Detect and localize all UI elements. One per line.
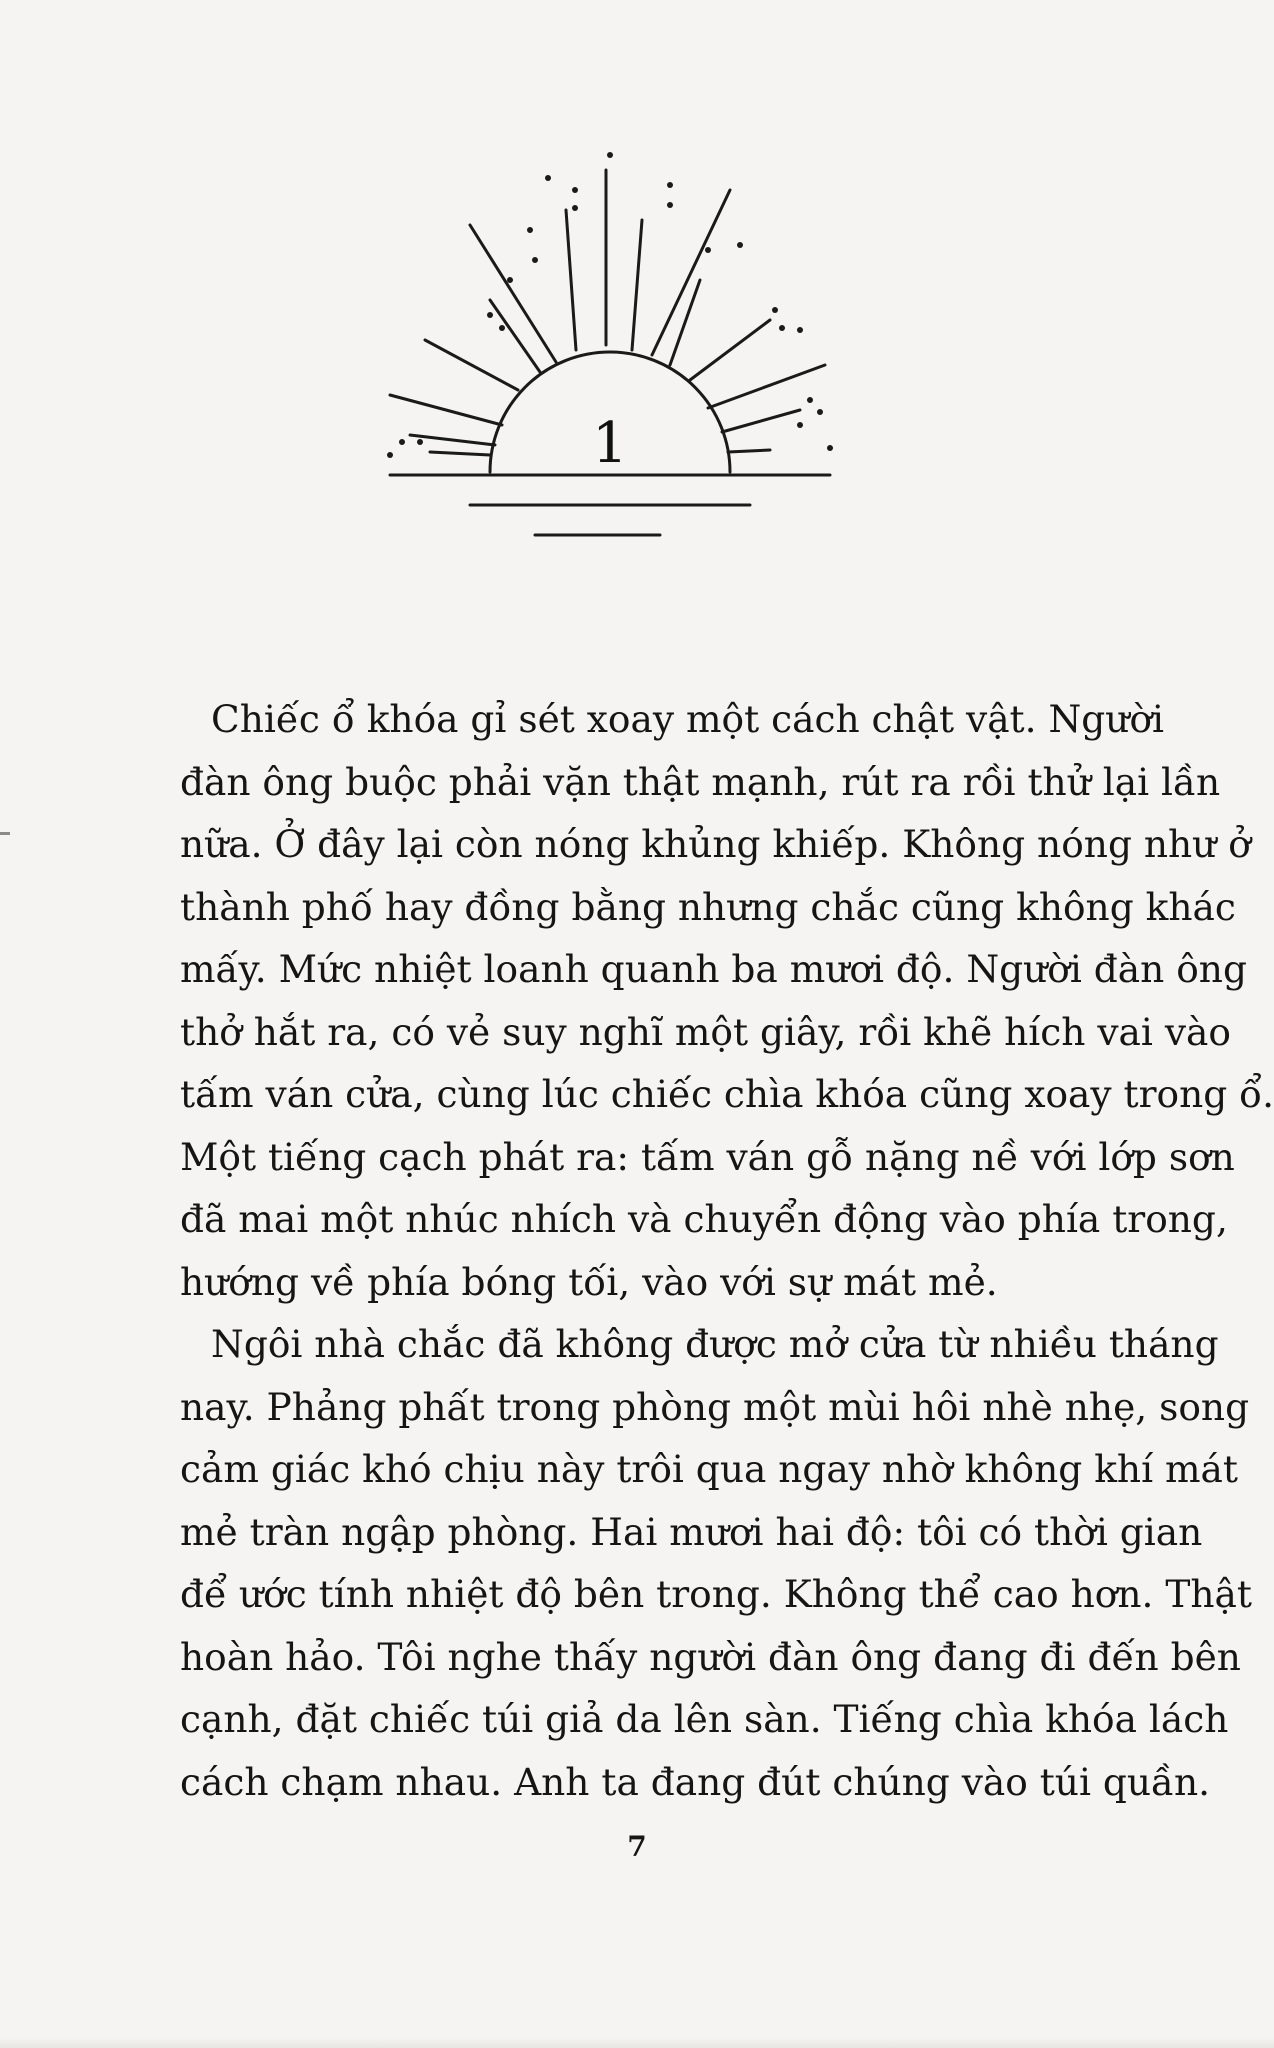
text-line: để ước tính nhiệt độ bên trong. Không thể cao hơn. Thật xyxy=(180,1572,1252,1616)
paragraph-2 xyxy=(180,1313,1252,1813)
rising-sun-icon xyxy=(330,150,890,550)
body-text xyxy=(180,688,1274,1813)
page-bottom-edge xyxy=(0,2038,1274,2048)
page-number: 7 xyxy=(627,1830,647,1863)
text-line: Một tiếng cạch phát ra: tấm ván gỗ nặng nề với lớp sơn xyxy=(180,1134,1235,1179)
text-line: cách chạm nhau. Anh ta đang đút chúng vào túi quần. xyxy=(180,1759,1211,1804)
text-line: mấy. Mức nhiệt loanh quanh ba mươi độ. Người đàn ông xyxy=(180,947,1247,991)
margin-mark xyxy=(0,832,10,835)
text-line: cảm giác khó chịu này trôi qua ngay nhờ không khí mát xyxy=(180,1447,1238,1491)
text-line: đàn ông buộc phải vặn thật mạnh, rút ra rồi thử lại lần xyxy=(180,759,1221,804)
text-line: cạnh, đặt chiếc túi giả da lên sàn. Tiếng chìa khóa lách xyxy=(180,1697,1229,1741)
text-line: tấm ván cửa, cùng lúc chiếc chìa khóa cũng xoay trong ổ. xyxy=(180,1072,1274,1116)
text-line: thở hắt ra, có vẻ suy nghĩ một giây, rồi khẽ hích vai vào xyxy=(180,1009,1231,1054)
text-line: nữa. Ở đây lại còn nóng khủng khiếp. Không nóng như ở xyxy=(180,822,1251,866)
text-line: hướng về phía bóng tối, vào với sự mát mẻ. xyxy=(180,1259,998,1304)
text-line: hoàn hảo. Tôi nghe thấy người đàn ông đang đi đến bên xyxy=(180,1634,1241,1679)
text-line: mẻ tràn ngập phòng. Hai mươi hai độ: tôi có thời gian xyxy=(180,1509,1203,1554)
text-line: Ngôi nhà chắc đã không được mở cửa từ nhiều tháng xyxy=(211,1322,1219,1366)
text-line: thành phố hay đồng bằng nhưng chắc cũng không khác xyxy=(180,884,1236,929)
text-line: Chiếc ổ khóa gỉ sét xoay một cách chật vật. Người xyxy=(211,697,1165,741)
text-line: đã mai một nhúc nhích và chuyển động vào phía trong, xyxy=(180,1197,1228,1241)
chapter-number: 1 xyxy=(592,411,628,476)
paragraph-1 xyxy=(180,688,1274,1313)
text-line: nay. Phảng phất trong phòng một mùi hôi nhè nhẹ, song xyxy=(180,1384,1250,1429)
